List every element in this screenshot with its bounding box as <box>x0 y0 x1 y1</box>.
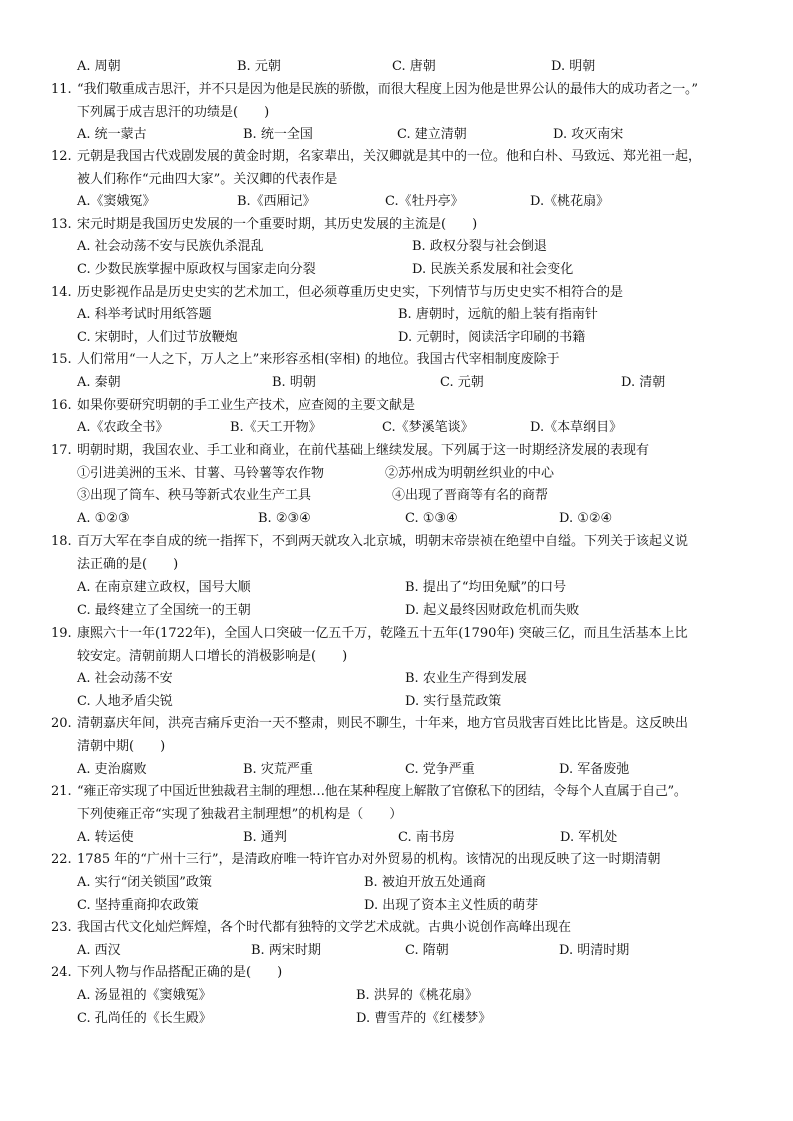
option-d: D. 起义最终因财政危机而失败 <box>405 603 580 618</box>
question-stem-cont: 较安定。清朝前期人口增长的消极影响是( ) <box>77 649 348 664</box>
option-d: D. 出现了资本主义性质的萌芽 <box>364 898 539 913</box>
option-d: D.《桃花扇》 <box>530 194 610 209</box>
statement-3: ③出现了筒车、秧马等新式农业生产工具 <box>77 488 312 503</box>
question-stem: 百万大军在李自成的统一指挥下，不到两天就攻入北京城，明朝末帝崇祯在绝望中自缢。下列关于该起义说 <box>77 534 689 549</box>
option-d: D. 清朝 <box>621 375 666 390</box>
option-a: A. 实行“闭关锁国”政策 <box>77 875 212 890</box>
option-d: D. 曹雪芹的《红楼梦》 <box>356 1011 492 1026</box>
option-a: A. 周朝 <box>77 59 121 74</box>
question-number: 17. <box>51 443 72 458</box>
option-a: A. 汤显祖的《窦娥冤》 <box>77 988 212 1003</box>
option-d: D. 明朝 <box>551 59 596 74</box>
option-c: C. 建立清朝 <box>397 127 467 142</box>
option-c: C. 孔尚任的《长生殿》 <box>77 1011 212 1026</box>
statement-4: ④出现了晋商等有名的商帮 <box>392 488 549 503</box>
question-stem-cont: 下列使雍正帝“实现了独裁君主制理想”的机构是（ ） <box>77 807 403 822</box>
statement-2: ②苏州成为明朝丝织业的中心 <box>385 466 555 481</box>
option-b: B. 明朝 <box>272 375 316 390</box>
question-stem: 宋元时期是我国历史发展的一个重要时期，其历史发展的主流是( ) <box>77 217 478 232</box>
statement-1: ①引进美洲的玉米、甘薯、马铃薯等农作物 <box>77 466 325 481</box>
question-number: 15. <box>51 352 72 367</box>
option-d: D. 明清时期 <box>559 943 630 958</box>
option-b: B. ②③④ <box>258 511 311 526</box>
option-c: C. 宋朝时，人们过节放鞭炮 <box>77 330 238 345</box>
option-c: C. 坚持重商抑农政策 <box>77 898 199 913</box>
option-a: A. 科举考试时用纸答题 <box>77 307 212 322</box>
option-d: D.《本草纲目》 <box>530 420 623 435</box>
option-a: A. 在南京建立政权，国号大顺 <box>77 580 251 595</box>
option-a: A.《窦娥冤》 <box>77 194 156 209</box>
option-d: D. 军备废弛 <box>559 762 630 777</box>
option-b: B. 被迫开放五处通商 <box>364 875 486 890</box>
option-a: A.《农政全书》 <box>77 420 169 435</box>
option-d: D. 元朝时，阅读活字印刷的书籍 <box>398 330 586 345</box>
option-c: C.《牡丹亭》 <box>385 194 464 209</box>
option-c: C. 党争严重 <box>405 762 475 777</box>
option-c: C. 唐朝 <box>392 59 436 74</box>
question-stem-cont: 清朝中期( ) <box>77 739 166 754</box>
option-c: C. 少数民族掌握中原政权与国家走向分裂 <box>77 262 316 277</box>
option-b: B. 灾荒严重 <box>243 762 313 777</box>
question-stem: 康熙六十一年(1722年)，全国人口突破一亿五千万，乾隆五十五年(1790年) 突破三亿，而且生活基本上比 <box>77 626 688 641</box>
option-a: A. 社会动荡不安 <box>77 671 173 686</box>
option-c: C. 人地矛盾尖锐 <box>77 694 173 709</box>
question-stem-cont: 法正确的是( ) <box>77 557 179 572</box>
option-a: A. 统一蒙古 <box>77 127 147 142</box>
question-number: 23. <box>51 920 72 935</box>
question-stem: 人们常用“一人之下，万人之上”来形容丞相(宰相) 的地位。我国古代宰相制度废除于 <box>77 352 560 367</box>
question-number: 12. <box>51 149 72 164</box>
option-b: B. 洪昇的《桃花扇》 <box>356 988 478 1003</box>
option-b: B.《西厢记》 <box>237 194 316 209</box>
option-b: B.《天工开物》 <box>230 420 322 435</box>
option-d: D. 军机处 <box>560 830 618 845</box>
question-stem: 如果你要研究明朝的手工业生产技术，应查阅的主要文献是 <box>77 398 416 413</box>
option-b: B. 元朝 <box>237 59 281 74</box>
option-c: C. 元朝 <box>440 375 484 390</box>
option-c: C. 南书房 <box>398 830 455 845</box>
option-c: C. ①③④ <box>405 511 458 526</box>
question-stem: “我们敬重成吉思汗，并不只是因为他是民族的骄傲，而很大程度上因为他是世界公认的最伟大的成功者之一。” <box>77 82 698 97</box>
question-stem: 1785 年的“广州十三行”，是清政府唯一特许官办对外贸易的机构。该情况的出现反映了这一时期清朝 <box>77 852 661 867</box>
option-a: A. ①②③ <box>77 511 130 526</box>
question-number: 16. <box>51 398 72 413</box>
question-stem: “雍正帝实现了中国近世独裁君主制的理想…他在某种程度上解散了官僚私下的团结，令每个人直属于自己”。 <box>77 784 687 799</box>
question-stem-cont: 被人们称作“元曲四大家”。关汉卿的代表作是 <box>77 172 338 187</box>
option-d: D. 民族关系发展和社会变化 <box>412 262 574 277</box>
option-b: B. 唐朝时，远航的船上装有指南针 <box>398 307 598 322</box>
option-a: A. 吏治腐败 <box>77 762 147 777</box>
question-stem: 清朝嘉庆年间，洪亮吉痛斥吏治一天不整肃，则民不聊生，十年来，地方官员戕害百姓比比皆是。这反映出 <box>77 716 689 731</box>
option-d: D. 攻灭南宋 <box>553 127 624 142</box>
option-b: B. 政权分裂与社会倒退 <box>412 239 547 254</box>
question-number: 13. <box>51 217 72 232</box>
question-number: 18. <box>51 534 72 549</box>
option-b: B. 两宋时期 <box>251 943 321 958</box>
question-stem: 元朝是我国古代戏剧发展的黄金时期，名家辈出，关汉卿就是其中的一位。他和白朴、马致远、郑光祖一起， <box>77 149 702 164</box>
option-a: A. 西汉 <box>77 943 121 958</box>
question-stem: 我国古代文化灿烂辉煌，各个时代都有独特的文学艺术成就。古典小说创作高峰出现在 <box>77 920 572 935</box>
option-c: C.《梦溪笔谈》 <box>382 420 474 435</box>
question-stem: 历史影视作品是历史史实的艺术加工，但必须尊重历史史实，下列情节与历史史实不相符合的是 <box>77 285 624 300</box>
question-number: 19. <box>51 626 72 641</box>
option-d: D. ①②④ <box>559 511 613 526</box>
option-a: A. 社会动荡不安与民族仇杀混乱 <box>77 239 264 254</box>
option-b: B. 统一全国 <box>243 127 313 142</box>
option-a: A. 秦朝 <box>77 375 121 390</box>
question-stem-cont: 下列属于成吉思汗的功绩是( ) <box>77 105 270 120</box>
question-number: 24. <box>51 965 72 980</box>
option-b: B. 提出了“均田免赋”的口号 <box>405 580 567 595</box>
option-b: B. 通判 <box>243 830 287 845</box>
question-number: 20. <box>51 716 72 731</box>
option-c: C. 隋朝 <box>405 943 449 958</box>
option-a: A. 转运使 <box>77 830 134 845</box>
option-c: C. 最终建立了全国统一的王朝 <box>77 603 251 618</box>
question-number: 22. <box>51 852 72 867</box>
question-number: 21. <box>51 784 72 799</box>
question-number: 14. <box>51 285 72 300</box>
option-d: D. 实行垦荒政策 <box>405 694 502 709</box>
option-b: B. 农业生产得到发展 <box>405 671 527 686</box>
question-stem: 明朝时期，我国农业、手工业和商业，在前代基础上继续发展。下列属于这一时期经济发展的表现有 <box>77 443 650 458</box>
question-stem: 下列人物与作品搭配正确的是( ) <box>77 965 283 980</box>
question-number: 11. <box>51 82 72 97</box>
